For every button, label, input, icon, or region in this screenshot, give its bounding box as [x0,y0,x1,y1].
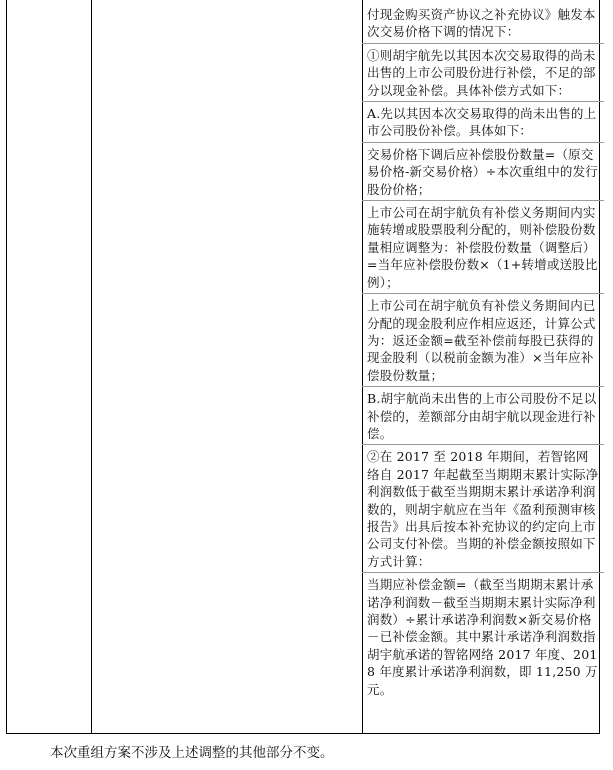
paragraph-share-adjustment: 上市公司在胡宇航负有补偿义务期间内实施转增或股票股利分配的，则补偿股份数量相应调整为：补偿股份数量（调整后）=当年应补偿股份数×（1+转增或送股比例）； [367,205,598,290]
document-table [6,0,600,734]
paragraph-divider [362,572,604,573]
paragraph-compensation-method: ①则胡宇航先以其因本次交易取得的尚未出售的上市公司股份进行补偿，不足的部分以现金补偿。具体补偿方式如下： [367,47,596,98]
paragraph-divider [362,101,604,102]
paragraph-divider [362,444,604,445]
table-column-divider [362,0,363,733]
table-column-divider [91,0,92,733]
paragraph-divider [362,200,604,201]
paragraph-divider [362,43,604,44]
paragraph-compensation-formula: 当期应补偿金额=（截至当期期末累计承诺净利润数－截至当期期末累计实际净利润数）÷累计承诺净利润数×新交易价格－已补偿金额。其中累计承诺净利润数指胡宇航承诺的智铭网络 2017 年度、2018 年度累计承诺净利润数，即 11,250 万元。 [367,577,598,697]
paragraph-divider [362,142,604,143]
paragraph-share-quantity-formula: 交易价格下调后应补偿股份数量=（原交易价格-新交易价格）÷本次重组中的发行股份价格； [367,146,598,197]
paragraph-cash-dividend-return: 上市公司在胡宇航负有补偿义务期间内已分配的现金股利应作相应返还，计算公式为：返还金额=截至补偿前每股已获得的现金股利（以税前金额为准）×当年应补偿股份数量； [367,298,596,383]
paragraph-cash-supplement: B.胡宇航尚未出售的上市公司股份不足以补偿的，差额部分由胡宇航以现金进行补偿。 [367,391,597,441]
paragraph-trigger-condition: 付现金购买资产协议之补充协议》触发本次交易价格下调的情况下： [367,7,596,40]
paragraph-divider [362,386,604,387]
paragraph-divider [362,293,604,294]
footer-note: 本次重组方案不涉及上述调整的其他部分不变。 [50,745,334,761]
paragraph-share-compensation: A.先以其因本次交易取得的尚未出售的上市公司股份补偿。具体如下： [367,106,597,139]
paragraph-profit-compensation: ②在 2017 至 2018 年期间，若智铭网络自 2017 年起截至当期期末累计实际净利润数低于截至当期期末累计承诺净利润数的，则胡宇航应在当年《盈利预测审核报告》出具后按本补充协议的约定向上市公司支付补偿。当期的补偿金额按照如下方式计算： [367,449,599,569]
table-cell-content [367,6,601,698]
